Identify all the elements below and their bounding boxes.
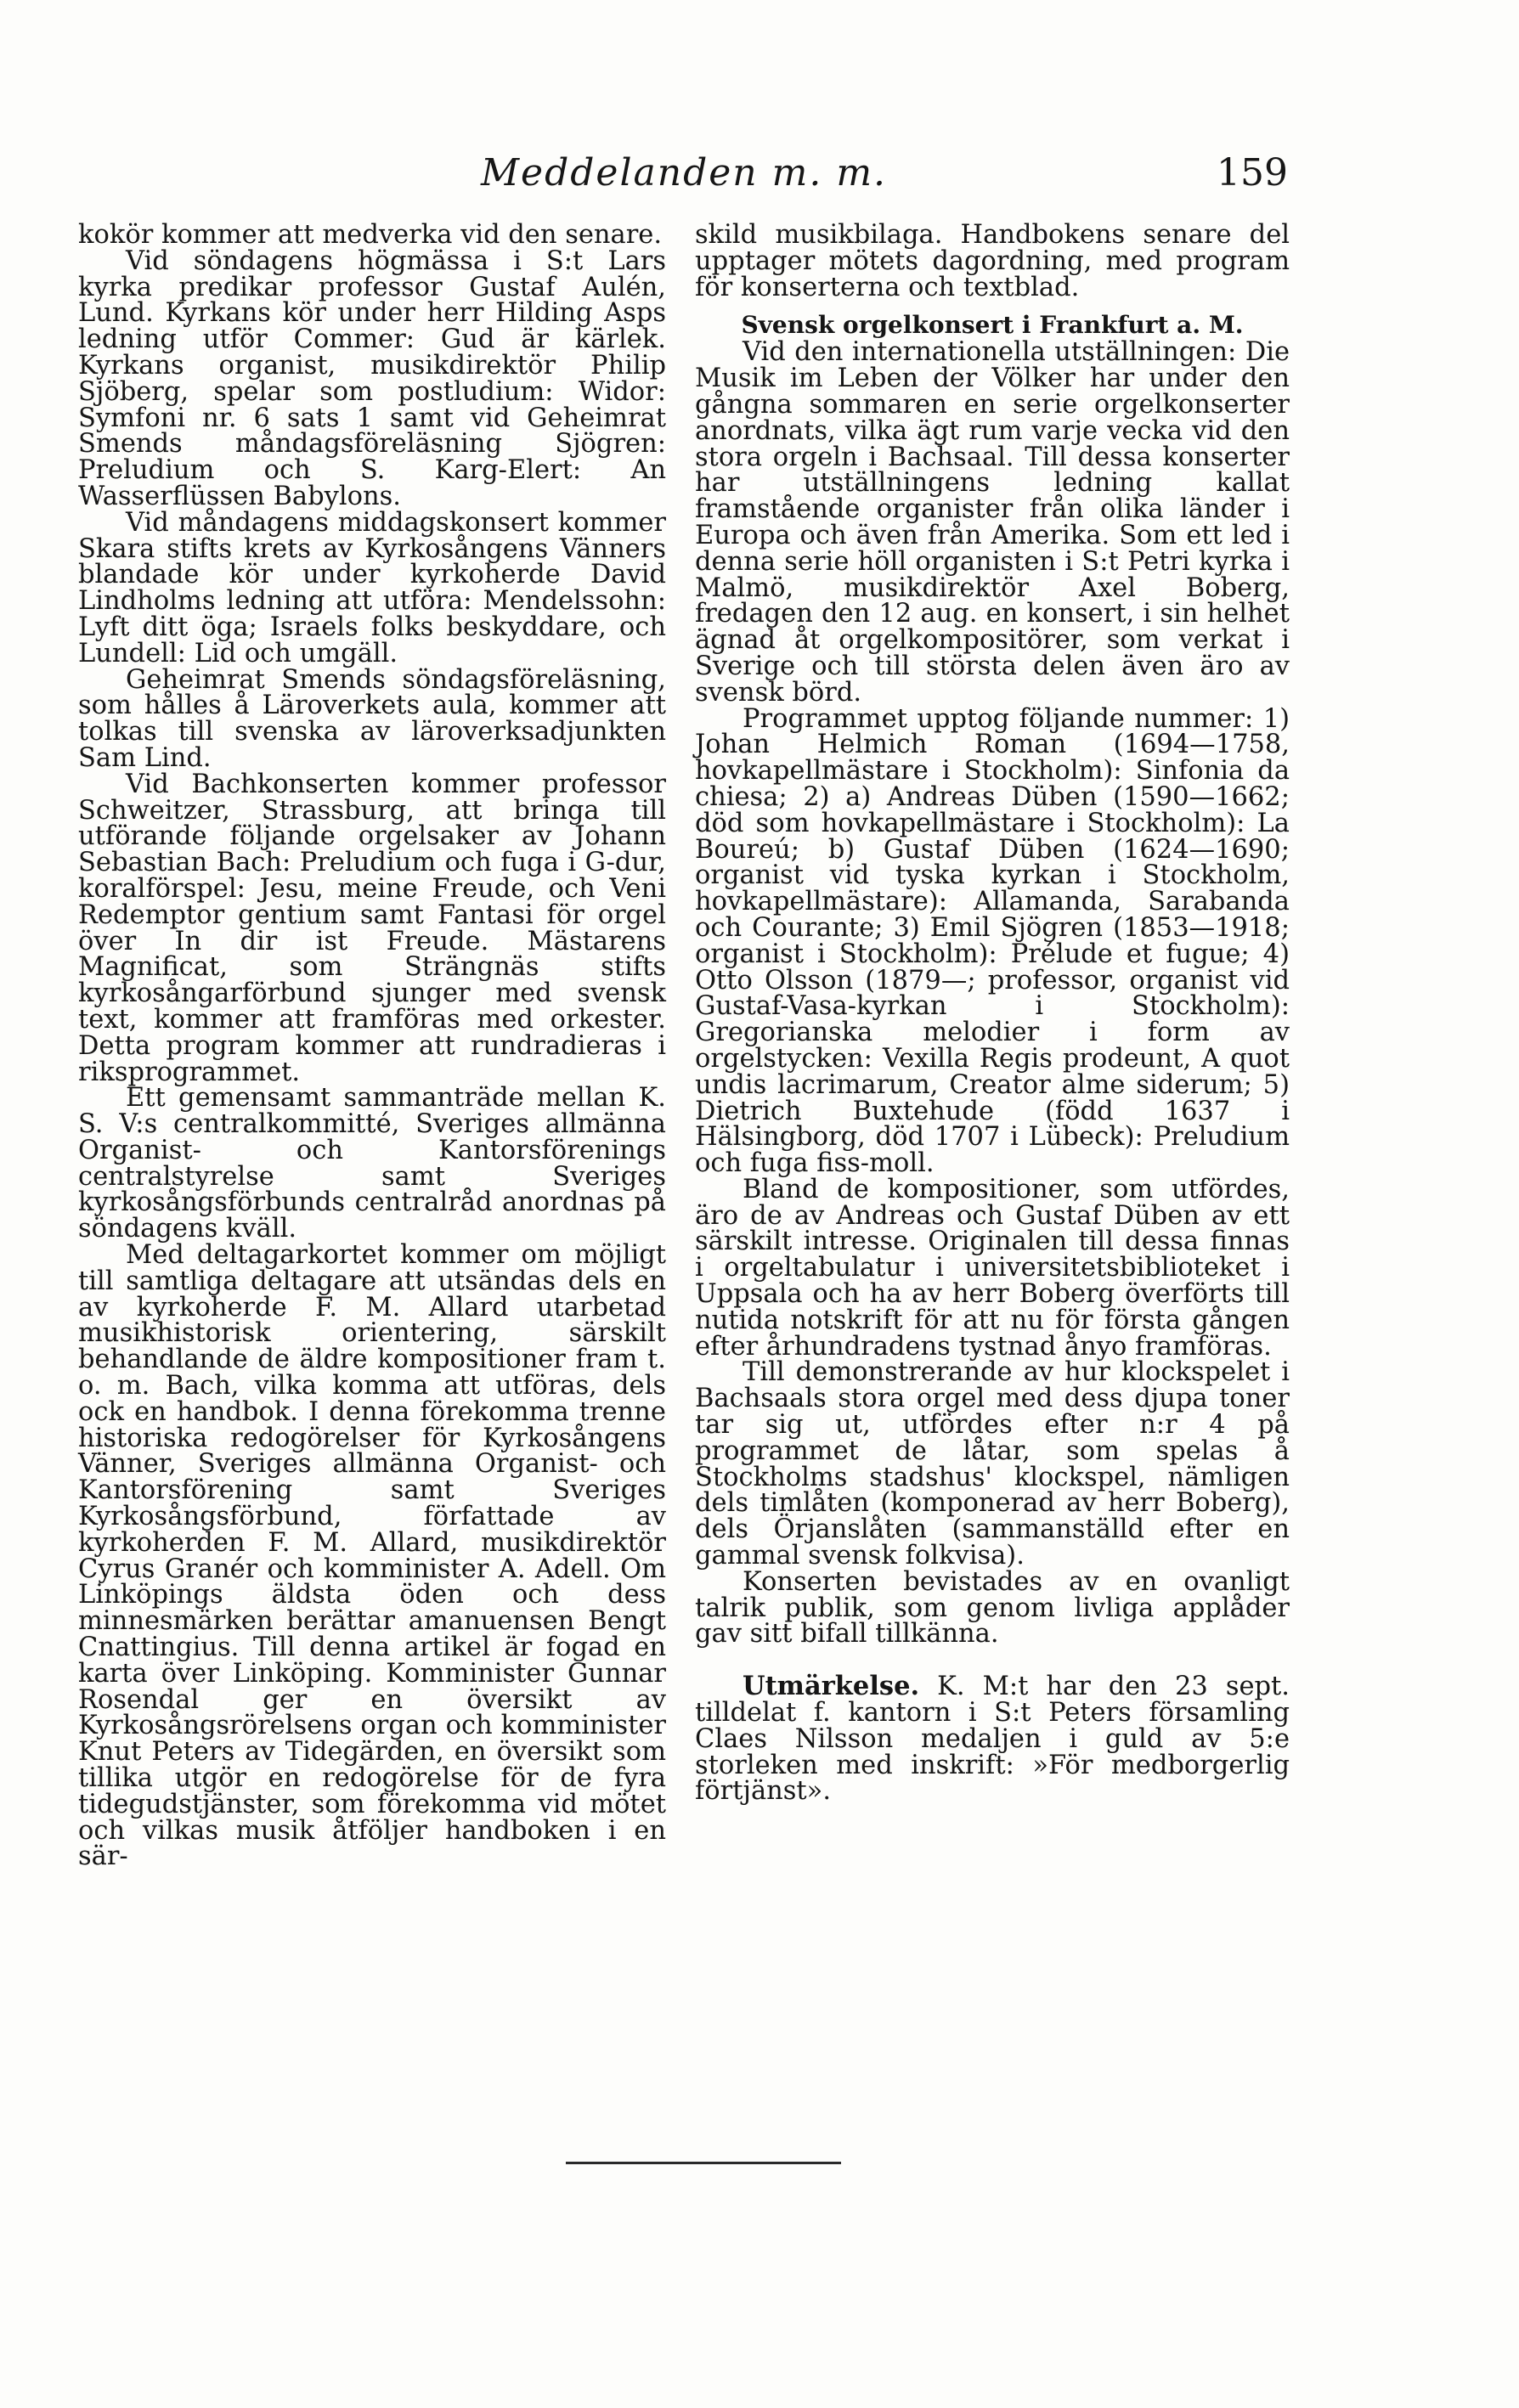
running-title: Meddelanden m. m. <box>481 151 888 195</box>
paragraph: Vid Bachkonserten kommer professor Schweitzer, Strassburg, att bringa till utförande följande orgelsaker av Johann Sebastian Bach: Preludium och fuga i G-dur, koralförspel: Jesu, meine Freude, och Veni Redemptor gentium samt Fantasi för orgel över In dir ist Freude. Mästarens Magnificat, som Strängnäs stifts kyrkosångarförbund sjunger med svensk text, kommer att framföras med orkester. Detta program kommer att rundradieras i riksprogrammet. <box>78 769 666 1087</box>
page-header <box>73 151 1288 202</box>
page-number: 159 <box>1217 151 1288 195</box>
paragraph: Ett gemensamt sammanträde mellan K. S. V:s centralkommitté, Sveriges allmänna Organist- och Kantorsförenings centralstyrelse samt Sveriges kyrkosångsförbunds centralråd anordnas på söndagens kväll. <box>78 1083 666 1244</box>
paragraph: Med deltagarkortet kommer om möjligt till samtliga deltagare att utsändas dels en av kyrkoherde F. M. Allard utarbetad musikhistorisk orientering, särskilt behandlande de äldre kompositioner fram t. o. m. Bach, vilka komma att utföras, dels ock en handbok. I denna förekomma trenne historiska redogörelser för Kyrkosångens Vänner, Sveriges allmänna Organist- och Kantorsförening samt Sveriges Kyrkosångsförbund, författade av kyrkoherden F. M. Allard, musikdirektör Cyrus Granér och komminister A. Adell. Om Linköpings äldsta öden och dess minnesmärken berättar amanuensen Bengt Cnattingius. Till denna artikel är fogad en karta över Linköping. Komminister Gunnar Rosendal ger en översikt av Kyrkosångsrörelsens organ och komminister Knut Peters av Tidegärden, en översikt som tillika utgör en redogörelse för de fyra tidegudstjänster, som förekomma vid mötet och vilkas musik åtföljer handboken i en sär- <box>78 1240 666 1872</box>
section-divider <box>566 2162 841 2164</box>
paragraph: Vid den internationella utställningen: Die Musik im Leben der Völker har under den gångna sommaren en serie orgelkonserter anordnats, vilka ägt rum varje vecka vid den stora orgeln i Bachsaal. Till dessa konserter har utställningens ledning kallat framstående organister från olika länder i Europa och även från Amerika. Som ett led i denna serie höll organisten i S:t Petri kyrka i Malmö, musikdirektör Axel Boberg, fredagen den 12 aug. en konsert, i sin helhet ägnad åt orgelkompositörer, som verkat i Sverige och till största delen även äro av svensk börd. <box>695 337 1290 708</box>
paragraph: Geheimrat Smends söndagsföreläsning, som hålles å Läroverkets aula, kommer att tolkas till svenska av läroverksadjunkten Sam Lind. <box>78 664 666 773</box>
paragraph: Bland de kompositioner, som utfördes, äro de av Andreas och Gustaf Düben av ett särskilt intresse. Originalen till dessa finnas i orgeltabulatur i universitetsbiblioteket i Uppsala och ha av herr Boberg överförts till nutida notskrift för att nu för första gången efter århundradens tystnad ånyo framföras. <box>695 1174 1290 1362</box>
award-text: K. M:t har den 23 sept. tilldelat f. kantorn i S:t Peters församling Claes Nilsson medaljen i guld av 5:e storleken med inskrift: »För medborgerlig förtjänst». <box>695 1672 1290 1807</box>
left-column <box>78 220 666 1872</box>
award-lead: Utmärkelse. <box>743 1671 920 1702</box>
paragraph: Konserten bevistades av en ovanligt talrik publik, som genom livliga applåder gav sitt bifall tillkänna. <box>695 1566 1290 1650</box>
paragraph-award <box>695 1673 1290 1805</box>
paragraph: skild musikbilaga. Handbokens senare del upptager mötets dagordning, med program för konserterna och textblad. <box>695 220 1290 302</box>
paragraph: Vid måndagens middagskonsert kommer Skara stifts krets av Kyrkosångens Vänners blandade kör under kyrkoherde David Lindholms ledning att utföra: Mendelssohn: Lyft ditt öga; Israels folks beskyddare, och Lundell: Lid och umgäll. <box>78 507 666 668</box>
right-column <box>695 220 1290 1807</box>
paragraph: kokör kommer att medverka vid den senare. <box>78 220 663 250</box>
paragraph: Programmet upptog följande nummer: 1) Johan Helmich Roman (1694—1758, hovkapellmästare i Stockholm): Sinfonia da chiesa; 2) a) Andreas Düben (1590—1662; död som hovkapellmästare i Stockholm): La Boureú; b) Gustaf Düben (1624—1690; organist vid tyska kyrkan i Stockholm, hovkapellmästare): Allamanda, Sarabanda och Courante; 3) Emil Sjögren (1853—1918; organist i Stockholm): Prélude et fugue; 4) Otto Olsson (1879—; professor, organist vid Gustaf-Vasa-kyrkan i Stockholm): Gregorianska melodier i form av orgelstycken: Vexilla Regis prodeunt, A quot undis lacrimarum, Creator alme siderum; 5) Dietrich Buxtehude (född 1637 i Hälsingborg, död 1707 i Lübeck): Preludium och fuga fiss-moll. <box>695 703 1290 1179</box>
section-heading: Svensk orgelkonsert i Frankfurt a. M. <box>741 311 1244 340</box>
paragraph: Till demonstrerande av hur klockspelet i Bachsaals stora orgel med dess djupa toner tar sig ut, utfördes efter n:r 4 på programmet de låtar, som spelas å Stockholms stadshus' klockspel, nämligen dels timlåten (komponerad av herr Boberg), dels Örjanslåten (sammanställd efter en gammal svensk folkvisa). <box>695 1357 1290 1571</box>
paragraph: Vid söndagens högmässa i S:t Lars kyrka predikar professor Gustaf Aulén, Lund. Kyrkans kör under herr Hilding Asps ledning utför Commer: Gud är kärlek. Kyrkans organist, musikdirektör Philip Sjöberg, spelar som postludium: Widor: Symfoni nr. 6 sats 1 samt vid Geheimrat Smends måndagsföreläsning Sjögren: Preludium och S. Karg-Elert: An Wasserflüssen Babylons. <box>78 245 666 511</box>
